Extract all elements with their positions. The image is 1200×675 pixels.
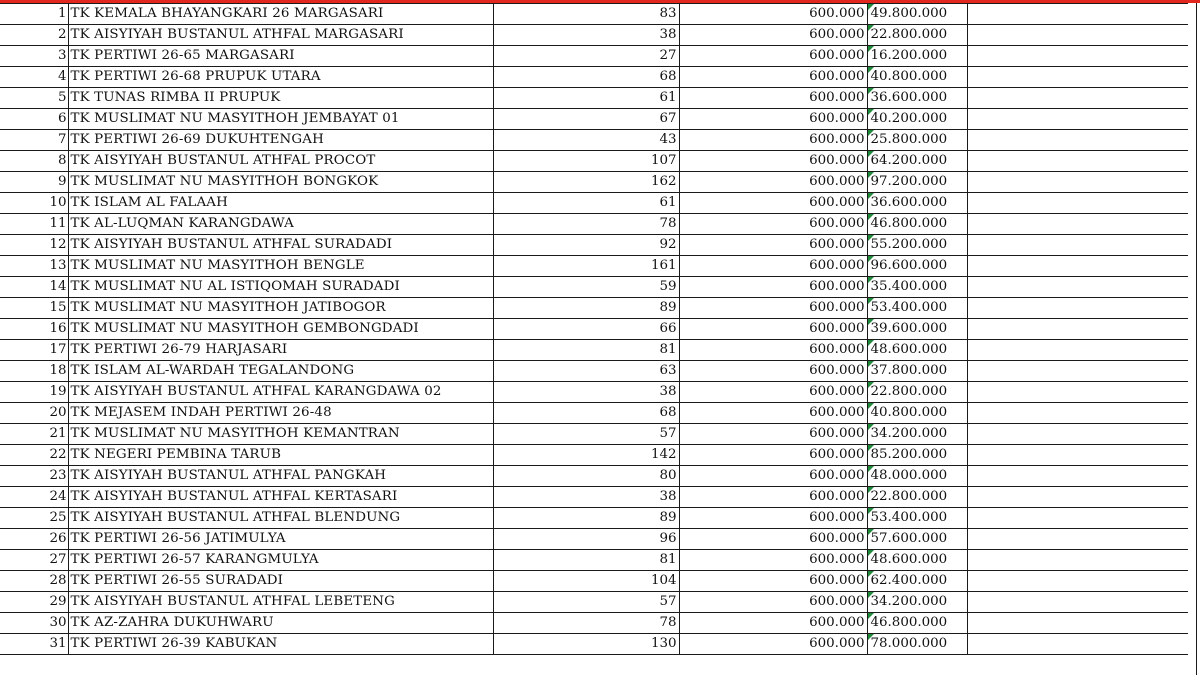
- total-amount-cell[interactable]: 16.200.000: [867, 46, 967, 67]
- school-name-cell[interactable]: TK AISYIYAH BUSTANUL ATHFAL SURADADI: [68, 235, 493, 256]
- table-row: [0, 88, 1188, 109]
- total-amount-cell[interactable]: 39.600.000: [867, 319, 967, 340]
- unit-amount-cell[interactable]: 600.000: [679, 88, 867, 109]
- school-name-cell[interactable]: TK PERTIWI 26-79 HARJASARI: [68, 340, 493, 361]
- empty-cell[interactable]: [967, 46, 1188, 67]
- unit-amount-cell[interactable]: 600.000: [679, 634, 867, 655]
- student-count-cell[interactable]: 68: [493, 403, 679, 424]
- total-amount-cell[interactable]: 46.800.000: [867, 613, 967, 634]
- total-amount-cell[interactable]: 40.200.000: [867, 109, 967, 130]
- table-row: [0, 487, 1188, 508]
- student-count-cell[interactable]: 81: [493, 550, 679, 571]
- unit-amount-cell[interactable]: 600.000: [679, 613, 867, 634]
- total-amount-cell[interactable]: 36.600.000: [867, 193, 967, 214]
- empty-cell[interactable]: [967, 298, 1188, 319]
- table-row: [0, 151, 1188, 172]
- empty-cell[interactable]: [967, 25, 1188, 46]
- unit-amount-cell[interactable]: 600.000: [679, 571, 867, 592]
- row-number-cell[interactable]: 17: [0, 340, 68, 361]
- row-number-cell[interactable]: 21: [0, 424, 68, 445]
- row-number-cell[interactable]: 12: [0, 235, 68, 256]
- table-row: [0, 25, 1188, 46]
- total-amount-cell[interactable]: 62.400.000: [867, 571, 967, 592]
- student-count-cell[interactable]: 43: [493, 130, 679, 151]
- student-count-cell[interactable]: 89: [493, 298, 679, 319]
- school-name-cell[interactable]: TK MUSLIMAT NU MASYITHOH BENGLE: [68, 256, 493, 277]
- total-amount-cell[interactable]: 25.800.000: [867, 130, 967, 151]
- unit-amount-cell[interactable]: 600.000: [679, 235, 867, 256]
- student-count-cell[interactable]: 162: [493, 172, 679, 193]
- empty-cell[interactable]: [967, 319, 1188, 340]
- school-name-cell[interactable]: TK AISYIYAH BUSTANUL ATHFAL PROCOT: [68, 151, 493, 172]
- total-amount-cell[interactable]: 46.800.000: [867, 214, 967, 235]
- student-count-cell[interactable]: 57: [493, 424, 679, 445]
- table-row: [0, 382, 1188, 403]
- empty-cell[interactable]: [967, 193, 1188, 214]
- school-name-cell[interactable]: TK MEJASEM INDAH PERTIWI 26-48: [68, 403, 493, 424]
- student-count-cell[interactable]: 78: [493, 613, 679, 634]
- table-row: [0, 67, 1188, 88]
- total-amount-cell[interactable]: 53.400.000: [867, 298, 967, 319]
- unit-amount-cell[interactable]: 600.000: [679, 172, 867, 193]
- unit-amount-cell[interactable]: 600.000: [679, 46, 867, 67]
- student-count-cell[interactable]: 130: [493, 634, 679, 655]
- student-count-cell[interactable]: 161: [493, 256, 679, 277]
- school-name-cell[interactable]: TK MUSLIMAT NU MASYITHOH GEMBONGDADI: [68, 319, 493, 340]
- empty-cell[interactable]: [967, 487, 1188, 508]
- empty-cell[interactable]: [967, 466, 1188, 487]
- unit-amount-cell[interactable]: 600.000: [679, 382, 867, 403]
- school-name-cell[interactable]: TK PERTIWI 26-69 DUKUHTENGAH: [68, 130, 493, 151]
- row-number-cell[interactable]: 4: [0, 67, 68, 88]
- student-count-cell[interactable]: 92: [493, 235, 679, 256]
- row-number-cell[interactable]: 27: [0, 550, 68, 571]
- school-name-cell[interactable]: TK AISYIYAH BUSTANUL ATHFAL KARANGDAWA 02: [68, 382, 493, 403]
- table-row: [0, 172, 1188, 193]
- unit-amount-cell[interactable]: 600.000: [679, 550, 867, 571]
- student-count-cell[interactable]: 27: [493, 46, 679, 67]
- student-count-cell[interactable]: 57: [493, 592, 679, 613]
- student-count-cell[interactable]: 59: [493, 277, 679, 298]
- school-name-cell[interactable]: TK NEGERI PEMBINA TARUB: [68, 445, 493, 466]
- student-count-cell[interactable]: 38: [493, 487, 679, 508]
- total-amount-cell[interactable]: 48.000.000: [867, 466, 967, 487]
- school-name-cell[interactable]: TK PERTIWI 26-56 JATIMULYA: [68, 529, 493, 550]
- table-row: [0, 340, 1188, 361]
- row-number-cell[interactable]: 25: [0, 508, 68, 529]
- unit-amount-cell[interactable]: 600.000: [679, 130, 867, 151]
- student-count-cell[interactable]: 68: [493, 67, 679, 88]
- row-number-cell[interactable]: 14: [0, 277, 68, 298]
- unit-amount-cell[interactable]: 600.000: [679, 361, 867, 382]
- table-row: [0, 550, 1188, 571]
- school-name-cell[interactable]: TK ISLAM AL FALAAH: [68, 193, 493, 214]
- table-row: [0, 256, 1188, 277]
- row-number-cell[interactable]: 5: [0, 88, 68, 109]
- empty-cell[interactable]: [967, 424, 1188, 445]
- row-number-cell[interactable]: 28: [0, 571, 68, 592]
- unit-amount-cell[interactable]: 600.000: [679, 214, 867, 235]
- row-number-cell[interactable]: 9: [0, 172, 68, 193]
- total-amount-cell[interactable]: 53.400.000: [867, 508, 967, 529]
- row-number-cell[interactable]: 1: [0, 4, 68, 25]
- empty-cell[interactable]: [967, 256, 1188, 277]
- empty-cell[interactable]: [967, 235, 1188, 256]
- row-number-cell[interactable]: 6: [0, 109, 68, 130]
- table-row: [0, 130, 1188, 151]
- empty-cell[interactable]: [967, 613, 1188, 634]
- empty-cell[interactable]: [967, 529, 1188, 550]
- empty-cell[interactable]: [967, 109, 1188, 130]
- table-row: [0, 634, 1188, 655]
- row-number-cell[interactable]: 11: [0, 214, 68, 235]
- school-name-cell[interactable]: TK MUSLIMAT NU MASYITHOH KEMANTRAN: [68, 424, 493, 445]
- row-number-cell[interactable]: 29: [0, 592, 68, 613]
- table-row: [0, 319, 1188, 340]
- empty-cell[interactable]: [967, 214, 1188, 235]
- table-row: [0, 46, 1188, 67]
- total-amount-cell[interactable]: 35.400.000: [867, 277, 967, 298]
- student-count-cell[interactable]: 83: [493, 4, 679, 25]
- total-amount-cell[interactable]: 96.600.000: [867, 256, 967, 277]
- unit-amount-cell[interactable]: 600.000: [679, 424, 867, 445]
- total-amount-cell[interactable]: 49.800.000: [867, 4, 967, 25]
- student-count-cell[interactable]: 104: [493, 571, 679, 592]
- school-name-cell[interactable]: TK KEMALA BHAYANGKARI 26 MARGASARI: [68, 4, 493, 25]
- row-number-cell[interactable]: 20: [0, 403, 68, 424]
- student-count-cell[interactable]: 96: [493, 529, 679, 550]
- unit-amount-cell[interactable]: 600.000: [679, 109, 867, 130]
- total-amount-cell[interactable]: 22.800.000: [867, 25, 967, 46]
- unit-amount-cell[interactable]: 600.000: [679, 25, 867, 46]
- school-name-cell[interactable]: TK PERTIWI 26-65 MARGASARI: [68, 46, 493, 67]
- table-row: [0, 508, 1188, 529]
- unit-amount-cell[interactable]: 600.000: [679, 277, 867, 298]
- unit-amount-cell[interactable]: 600.000: [679, 319, 867, 340]
- table-row: [0, 214, 1188, 235]
- total-amount-cell[interactable]: 36.600.000: [867, 88, 967, 109]
- school-name-cell[interactable]: TK AISYIYAH BUSTANUL ATHFAL LEBETENG: [68, 592, 493, 613]
- school-name-cell[interactable]: TK PERTIWI 26-39 KABUKAN: [68, 634, 493, 655]
- table-row: [0, 613, 1188, 634]
- school-name-cell[interactable]: TK PERTIWI 26-55 SURADADI: [68, 571, 493, 592]
- row-number-cell[interactable]: 24: [0, 487, 68, 508]
- row-number-cell[interactable]: 22: [0, 445, 68, 466]
- student-count-cell[interactable]: 67: [493, 109, 679, 130]
- school-name-cell[interactable]: TK AISYIYAH BUSTANUL ATHFAL PANGKAH: [68, 466, 493, 487]
- table-row: [0, 529, 1188, 550]
- empty-cell[interactable]: [967, 172, 1188, 193]
- school-table: [0, 3, 1188, 655]
- school-name-cell[interactable]: TK AISYIYAH BUSTANUL ATHFAL BLENDUNG: [68, 508, 493, 529]
- table-row: [0, 592, 1188, 613]
- empty-cell[interactable]: [967, 445, 1188, 466]
- student-count-cell[interactable]: 61: [493, 193, 679, 214]
- total-amount-cell[interactable]: 40.800.000: [867, 403, 967, 424]
- empty-cell[interactable]: [967, 277, 1188, 298]
- table-row: [0, 403, 1188, 424]
- unit-amount-cell[interactable]: 600.000: [679, 4, 867, 25]
- student-count-cell[interactable]: 38: [493, 25, 679, 46]
- row-number-cell[interactable]: 2: [0, 25, 68, 46]
- school-name-cell[interactable]: TK TUNAS RIMBA II PRUPUK: [68, 88, 493, 109]
- school-name-cell[interactable]: TK MUSLIMAT NU MASYITHOH JEMBAYAT 01: [68, 109, 493, 130]
- total-amount-cell[interactable]: 57.600.000: [867, 529, 967, 550]
- table-row: [0, 4, 1188, 25]
- row-number-cell[interactable]: 10: [0, 193, 68, 214]
- empty-cell[interactable]: [967, 88, 1188, 109]
- empty-cell[interactable]: [967, 571, 1188, 592]
- student-count-cell[interactable]: 78: [493, 214, 679, 235]
- total-amount-cell[interactable]: 22.800.000: [867, 487, 967, 508]
- total-amount-cell[interactable]: 48.600.000: [867, 550, 967, 571]
- empty-cell[interactable]: [967, 592, 1188, 613]
- row-number-cell[interactable]: 23: [0, 466, 68, 487]
- row-number-cell[interactable]: 8: [0, 151, 68, 172]
- school-name-cell[interactable]: TK MUSLIMAT NU MASYITHOH JATIBOGOR: [68, 298, 493, 319]
- total-amount-cell[interactable]: 64.200.000: [867, 151, 967, 172]
- table-row: [0, 298, 1188, 319]
- empty-cell[interactable]: [967, 340, 1188, 361]
- row-number-cell[interactable]: 15: [0, 298, 68, 319]
- row-number-cell[interactable]: 7: [0, 130, 68, 151]
- empty-cell[interactable]: [967, 4, 1188, 25]
- table-row: [0, 109, 1188, 130]
- student-count-cell[interactable]: 142: [493, 445, 679, 466]
- empty-cell[interactable]: [967, 130, 1188, 151]
- empty-cell[interactable]: [967, 508, 1188, 529]
- row-number-cell[interactable]: 31: [0, 634, 68, 655]
- total-amount-cell[interactable]: 48.600.000: [867, 340, 967, 361]
- table-row: [0, 466, 1188, 487]
- unit-amount-cell[interactable]: 600.000: [679, 67, 867, 88]
- total-amount-cell[interactable]: 34.200.000: [867, 424, 967, 445]
- row-number-cell[interactable]: 26: [0, 529, 68, 550]
- student-count-cell[interactable]: 66: [493, 319, 679, 340]
- table-row: [0, 193, 1188, 214]
- student-count-cell[interactable]: 80: [493, 466, 679, 487]
- table-row: [0, 571, 1188, 592]
- table-row: [0, 361, 1188, 382]
- total-amount-cell[interactable]: 55.200.000: [867, 235, 967, 256]
- row-number-cell[interactable]: 13: [0, 256, 68, 277]
- empty-cell[interactable]: [967, 382, 1188, 403]
- unit-amount-cell[interactable]: 600.000: [679, 466, 867, 487]
- unit-amount-cell[interactable]: 600.000: [679, 256, 867, 277]
- row-number-cell[interactable]: 18: [0, 361, 68, 382]
- unit-amount-cell[interactable]: 600.000: [679, 508, 867, 529]
- unit-amount-cell[interactable]: 600.000: [679, 445, 867, 466]
- unit-amount-cell[interactable]: 600.000: [679, 151, 867, 172]
- school-name-cell[interactable]: TK ISLAM AL-WARDAH TEGALANDONG: [68, 361, 493, 382]
- total-amount-cell[interactable]: 78.000.000: [867, 634, 967, 655]
- school-name-cell[interactable]: TK PERTIWI 26-68 PRUPUK UTARA: [68, 67, 493, 88]
- empty-cell[interactable]: [967, 634, 1188, 655]
- student-count-cell[interactable]: 61: [493, 88, 679, 109]
- school-name-cell[interactable]: TK AL-LUQMAN KARANGDAWA: [68, 214, 493, 235]
- school-name-cell[interactable]: TK AISYIYAH BUSTANUL ATHFAL KERTASARI: [68, 487, 493, 508]
- school-name-cell[interactable]: TK MUSLIMAT NU MASYITHOH BONGKOK: [68, 172, 493, 193]
- table-row: [0, 445, 1188, 466]
- row-number-cell[interactable]: 3: [0, 46, 68, 67]
- row-number-cell[interactable]: 19: [0, 382, 68, 403]
- student-count-cell[interactable]: 38: [493, 382, 679, 403]
- total-amount-cell[interactable]: 37.800.000: [867, 361, 967, 382]
- empty-cell[interactable]: [967, 403, 1188, 424]
- school-name-cell[interactable]: TK PERTIWI 26-57 KARANGMULYA: [68, 550, 493, 571]
- unit-amount-cell[interactable]: 600.000: [679, 403, 867, 424]
- table-row: [0, 424, 1188, 445]
- table-row: [0, 277, 1188, 298]
- total-amount-cell[interactable]: 40.800.000: [867, 67, 967, 88]
- student-count-cell[interactable]: 89: [493, 508, 679, 529]
- student-count-cell[interactable]: 107: [493, 151, 679, 172]
- total-amount-cell[interactable]: 97.200.000: [867, 172, 967, 193]
- unit-amount-cell[interactable]: 600.000: [679, 487, 867, 508]
- row-number-cell[interactable]: 30: [0, 613, 68, 634]
- total-amount-cell[interactable]: 22.800.000: [867, 382, 967, 403]
- school-name-cell[interactable]: TK AISYIYAH BUSTANUL ATHFAL MARGASARI: [68, 25, 493, 46]
- empty-cell[interactable]: [967, 550, 1188, 571]
- unit-amount-cell[interactable]: 600.000: [679, 340, 867, 361]
- sheet-right-edge: [1196, 3, 1200, 675]
- student-count-cell[interactable]: 63: [493, 361, 679, 382]
- school-name-cell[interactable]: TK MUSLIMAT NU AL ISTIQOMAH SURADADI: [68, 277, 493, 298]
- total-amount-cell[interactable]: 85.200.000: [867, 445, 967, 466]
- unit-amount-cell[interactable]: 600.000: [679, 193, 867, 214]
- total-amount-cell[interactable]: 34.200.000: [867, 592, 967, 613]
- unit-amount-cell[interactable]: 600.000: [679, 592, 867, 613]
- table-row: [0, 235, 1188, 256]
- unit-amount-cell[interactable]: 600.000: [679, 298, 867, 319]
- school-name-cell[interactable]: TK AZ-ZAHRA DUKUHWARU: [68, 613, 493, 634]
- row-number-cell[interactable]: 16: [0, 319, 68, 340]
- empty-cell[interactable]: [967, 361, 1188, 382]
- empty-cell[interactable]: [967, 151, 1188, 172]
- empty-cell[interactable]: [967, 67, 1188, 88]
- student-count-cell[interactable]: 81: [493, 340, 679, 361]
- unit-amount-cell[interactable]: 600.000: [679, 529, 867, 550]
